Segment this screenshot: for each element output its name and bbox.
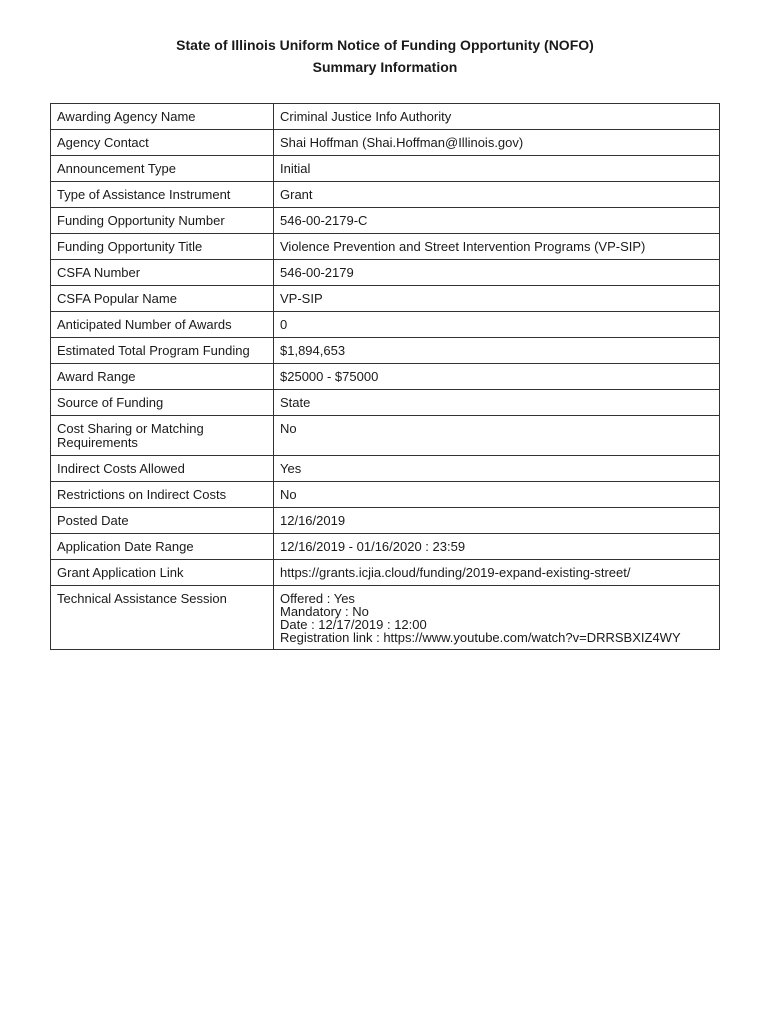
value-grant-application-link[interactable]: https://grants.icjia.cloud/funding/2019-expand-existing-street/ [274, 560, 720, 586]
value-anticipated-awards: 0 [274, 312, 720, 338]
document-subtitle: Summary Information [312, 59, 458, 75]
value-assistance-instrument: Grant [274, 182, 720, 208]
label-total-program-funding: Estimated Total Program Funding [51, 338, 274, 364]
row-award-range [51, 364, 720, 390]
nofo-summary-table [50, 103, 720, 650]
label-funding-opportunity-title: Funding Opportunity Title [51, 234, 274, 260]
document-title: State of Illinois Uniform Notice of Funding Opportunity (NOFO) [176, 37, 594, 53]
value-indirect-costs-allowed: Yes [274, 456, 720, 482]
label-source-of-funding: Source of Funding [51, 390, 274, 416]
label-indirect-costs-allowed: Indirect Costs Allowed [51, 456, 274, 482]
summary-table-body [51, 104, 720, 650]
label-posted-date: Posted Date [51, 508, 274, 534]
value-indirect-cost-restrictions: No [274, 482, 720, 508]
label-awarding-agency-name: Awarding Agency Name [51, 104, 274, 130]
label-agency-contact: Agency Contact [51, 130, 274, 156]
row-awarding-agency-name [51, 104, 720, 130]
row-cost-sharing [51, 416, 720, 456]
label-announcement-type: Announcement Type [51, 156, 274, 182]
ta-offered: Offered : Yes [280, 591, 355, 606]
label-application-date-range: Application Date Range [51, 534, 274, 560]
row-assistance-instrument [51, 182, 720, 208]
label-award-range: Award Range [51, 364, 274, 390]
value-award-range: $25000 - $75000 [274, 364, 720, 390]
value-application-date-range: 12/16/2019 - 01/16/2020 : 23:59 [274, 534, 720, 560]
value-cost-sharing: No [274, 416, 720, 456]
ta-mandatory: Mandatory : No [280, 604, 369, 619]
value-funding-opportunity-number: 546-00-2179-C [274, 208, 720, 234]
row-indirect-costs-allowed [51, 456, 720, 482]
document-header [0, 34, 770, 78]
value-technical-assistance [274, 586, 720, 650]
label-indirect-cost-restrictions: Restrictions on Indirect Costs [51, 482, 274, 508]
label-cost-sharing: Cost Sharing or Matching Requirements [51, 416, 274, 456]
row-csfa-number [51, 260, 720, 286]
row-technical-assistance [51, 586, 720, 650]
label-grant-application-link: Grant Application Link [51, 560, 274, 586]
row-grant-application-link [51, 560, 720, 586]
row-total-program-funding [51, 338, 720, 364]
value-csfa-popular-name: VP-SIP [274, 286, 720, 312]
value-total-program-funding: $1,894,653 [274, 338, 720, 364]
row-posted-date [51, 508, 720, 534]
row-announcement-type [51, 156, 720, 182]
value-source-of-funding: State [274, 390, 720, 416]
value-posted-date: 12/16/2019 [274, 508, 720, 534]
label-funding-opportunity-number: Funding Opportunity Number [51, 208, 274, 234]
row-funding-opportunity-number [51, 208, 720, 234]
ta-date: Date : 12/17/2019 : 12:00 [280, 617, 427, 632]
row-indirect-cost-restrictions [51, 482, 720, 508]
row-csfa-popular-name [51, 286, 720, 312]
label-csfa-number: CSFA Number [51, 260, 274, 286]
label-csfa-popular-name: CSFA Popular Name [51, 286, 274, 312]
value-awarding-agency-name: Criminal Justice Info Authority [274, 104, 720, 130]
ta-registration-link[interactable]: Registration link : https://www.youtube.com/watch?v=DRRSBXIZ4WY [280, 630, 681, 645]
row-agency-contact [51, 130, 720, 156]
value-announcement-type: Initial [274, 156, 720, 182]
label-technical-assistance: Technical Assistance Session [51, 586, 274, 650]
row-anticipated-awards [51, 312, 720, 338]
row-application-date-range [51, 534, 720, 560]
label-assistance-instrument: Type of Assistance Instrument [51, 182, 274, 208]
value-csfa-number: 546-00-2179 [274, 260, 720, 286]
label-anticipated-awards: Anticipated Number of Awards [51, 312, 274, 338]
value-funding-opportunity-title: Violence Prevention and Street Intervention Programs (VP-SIP) [274, 234, 720, 260]
row-source-of-funding [51, 390, 720, 416]
row-funding-opportunity-title [51, 234, 720, 260]
value-agency-contact: Shai Hoffman (Shai.Hoffman@Illinois.gov) [274, 130, 720, 156]
